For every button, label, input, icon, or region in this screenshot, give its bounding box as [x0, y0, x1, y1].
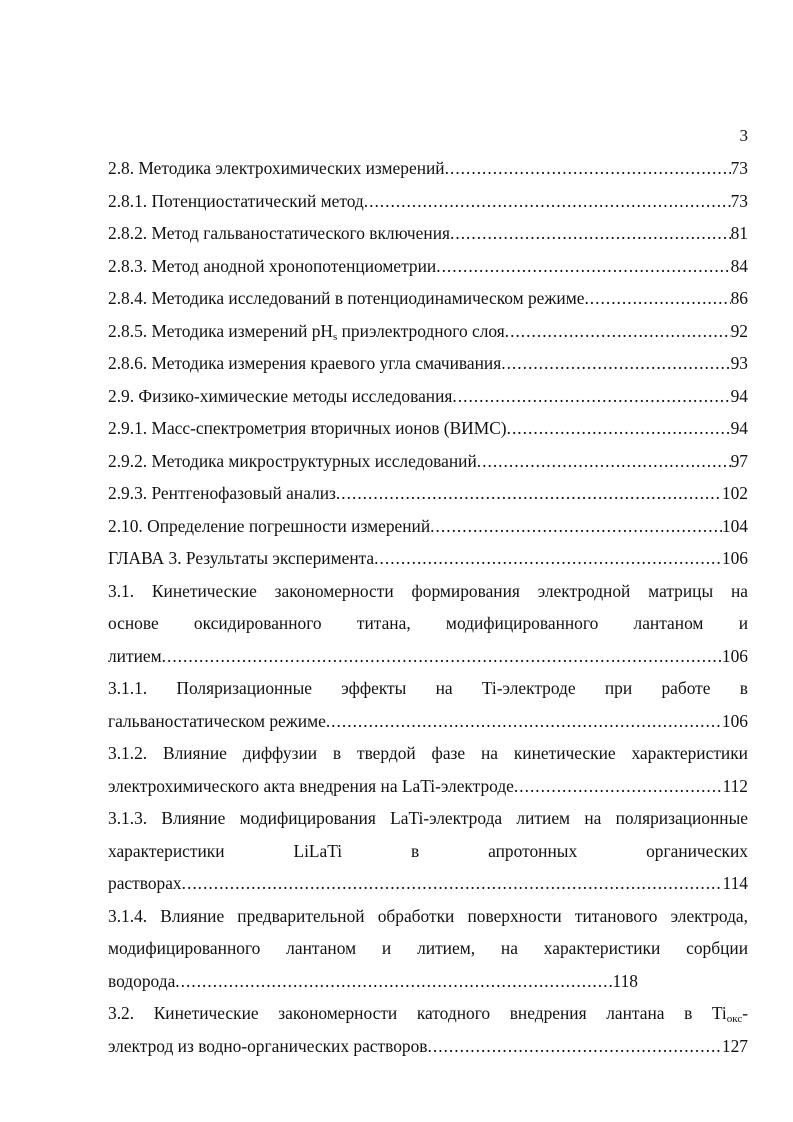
toc-entry-line: 3.1.2. Влияние диффузии в твердой фазе на кинетические характеристики [108, 743, 748, 763]
toc-entry-title-part: приэлектродного слоя [337, 320, 505, 341]
toc-entry-page: 106 [721, 645, 748, 666]
toc-entry-page: 106 [721, 710, 748, 731]
toc-entry-page: 104 [721, 515, 748, 536]
toc-entry [108, 575, 748, 673]
toc-entry-page: 73 [730, 190, 748, 211]
toc-entry-title: ГЛАВА 3. Результаты эксперимента [108, 548, 375, 568]
toc-entry-line: 3.1.3. Влияние модифицирования LaTi-электрода литием на поляризационные [108, 808, 748, 828]
toc-entry-title-part: 3.2. Кинетические закономерности катодного внедрения лантана в Ti [108, 1003, 727, 1023]
toc-entry-page: 114 [722, 873, 748, 893]
toc-entry-page: 106 [721, 548, 748, 568]
toc-entry [108, 185, 748, 218]
toc-entry-page: 94 [730, 418, 748, 438]
toc-entry-title: 2.8.3. Метод анодной хронопотенциометрии [108, 255, 437, 276]
toc-leader [501, 347, 730, 380]
toc-entry-title: 2.8.2. Метод гальваностатического включения [108, 223, 451, 243]
toc-entry [108, 997, 748, 1062]
toc-entry [108, 672, 748, 737]
toc-leader [505, 315, 731, 348]
page-number: 3 [739, 126, 748, 145]
toc-entry-line: характеристики LiLaTi в апротонных органических [108, 840, 748, 861]
toc-entry-page: 94 [730, 385, 748, 406]
toc-entry-title: 2.10. Определение погрешности измерений [108, 515, 431, 536]
toc-leader [430, 510, 722, 543]
toc-entry-line: основе оксидированного титана, модифицированного лантаном и [108, 613, 748, 633]
toc-entry-title: литием [108, 645, 162, 666]
toc-entry-last-line [108, 705, 748, 738]
toc-entry-line: модифицированного лантаном и литием, на характеристики сорбции [108, 938, 748, 958]
toc-leader [436, 250, 730, 283]
toc-entry [108, 347, 748, 380]
toc-entry-line [108, 997, 748, 1030]
toc-entry-page: 112 [722, 775, 748, 796]
toc-entry-page: 86 [730, 288, 748, 308]
toc-entry-page: 81 [730, 223, 748, 243]
toc-entry-title-part: 2.8.5. Методика измерений pH [108, 320, 333, 341]
toc-entry [108, 217, 748, 250]
toc-entry-title [108, 315, 505, 348]
toc-entry [108, 477, 748, 510]
toc-entry-title: 2.8.1. Потенциостатический метод [108, 190, 364, 211]
toc-entry [108, 445, 748, 478]
toc-leader [477, 445, 731, 478]
toc-leader [162, 640, 722, 673]
toc-leader [336, 477, 722, 510]
toc-entry-page: 102 [721, 483, 748, 503]
toc-entry-page: 73 [730, 158, 748, 178]
toc-entry [108, 315, 748, 348]
toc-entry-title-part: - [742, 1003, 748, 1023]
toc-leader [326, 705, 722, 738]
toc-entry-title: 2.9. Физико-химические методы исследования [108, 385, 453, 406]
toc-entry [108, 412, 748, 445]
toc-entry-title: 2.9.1. Масс-спектрометрия вторичных ионов (ВИМС) [108, 418, 507, 438]
toc-leader [514, 770, 723, 803]
toc-entry-line: 3.1. Кинетические закономерности формирования электродной матрицы на [108, 580, 748, 601]
toc-entry-title: электрохимического акта внедрения на LaTi-электроде [108, 775, 514, 796]
toc-entry [108, 737, 748, 802]
toc-entry [108, 802, 748, 900]
toc-leader [374, 542, 722, 575]
subscript: окс [726, 1013, 743, 1025]
toc-entry [108, 900, 748, 998]
toc-entry-last-line [108, 1030, 748, 1063]
toc-entry-page: 93 [730, 353, 748, 373]
toc-entry-line: 3.1.1. Поляризационные эффекты на Ti-электроде при работе в [108, 678, 748, 698]
toc-entry [108, 542, 748, 575]
toc-entry-page: 92 [730, 320, 748, 341]
toc-leader [452, 380, 730, 413]
toc-leader [445, 152, 731, 185]
toc-entry [108, 152, 748, 185]
toc-entry-title: 2.8.4. Методика исследований в потенциодинамическом режиме [108, 288, 585, 308]
table-of-contents [108, 152, 748, 1062]
toc-entry-title: водорода [108, 970, 176, 991]
toc-entry-page: 84 [730, 255, 748, 276]
toc-entry-title: гальваностатическом режиме [108, 710, 326, 731]
toc-entry-last-line [108, 867, 748, 900]
toc-entry-title: 2.8. Методика электрохимических измерений [108, 158, 445, 178]
toc-entry [108, 510, 748, 543]
toc-leader [175, 965, 612, 998]
toc-leader [182, 867, 723, 900]
toc-leader [364, 185, 731, 218]
toc-entry-last-line [108, 770, 748, 803]
toc-entry [108, 250, 748, 283]
toc-leader [428, 1030, 722, 1063]
toc-entry-title: растворах [108, 873, 182, 893]
toc-entry-last-line [108, 965, 638, 998]
toc-entry-page: 127 [721, 1035, 748, 1056]
toc-entry-page: 118 [612, 970, 638, 991]
toc-leader [584, 282, 730, 315]
toc-entry-title: электрод из водно-органических растворов [108, 1035, 428, 1056]
toc-entry-last-line [108, 640, 748, 673]
toc-entry [108, 380, 748, 413]
toc-entry-title: 2.9.3. Рентгенофазовый анализ [108, 483, 336, 503]
toc-entry-title: 2.8.6. Методика измерения краевого угла смачивания [108, 353, 502, 373]
subscript: s [333, 330, 338, 343]
toc-entry [108, 282, 748, 315]
toc-leader [450, 217, 731, 250]
toc-entry-line: 3.1.4. Влияние предварительной обработки поверхности титанового электрода, [108, 905, 748, 926]
toc-leader [507, 412, 731, 445]
toc-entry-title: 2.9.2. Методика микроструктурных исследований [108, 450, 477, 471]
toc-entry-page: 97 [730, 450, 748, 471]
